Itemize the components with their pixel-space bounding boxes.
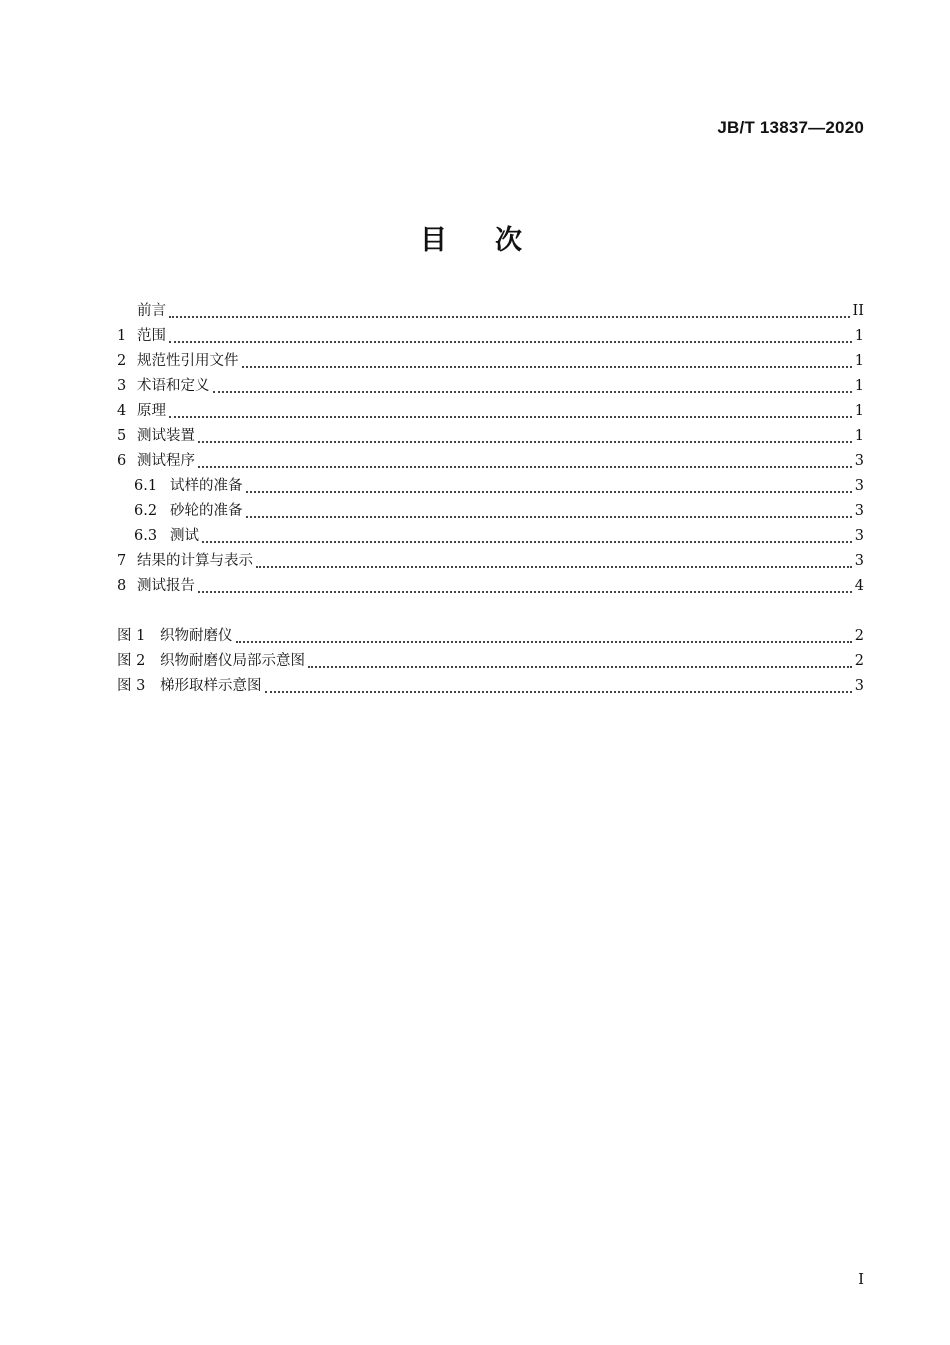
toc-entry[interactable] bbox=[117, 374, 864, 399]
page-title: 目次 bbox=[420, 225, 570, 256]
toc-entry-number: 2 bbox=[117, 353, 127, 369]
toc-page-number: 1 bbox=[854, 428, 864, 444]
toc-entry-title: 范围 bbox=[137, 328, 166, 344]
toc-entry[interactable] bbox=[117, 474, 864, 499]
dot-leader bbox=[265, 691, 852, 693]
figure-entry[interactable] bbox=[117, 649, 864, 674]
figure-title: 梯形取样示意图 bbox=[160, 678, 262, 694]
toc-page-number: 1 bbox=[854, 403, 864, 419]
figure-entry[interactable] bbox=[117, 624, 864, 649]
toc-entry[interactable] bbox=[117, 449, 864, 474]
toc-entry[interactable] bbox=[117, 399, 864, 424]
toc-entry[interactable] bbox=[117, 324, 864, 349]
toc-entry-title: 结果的计算与表示 bbox=[137, 553, 253, 569]
toc-page-number: 3 bbox=[854, 503, 864, 519]
toc-entry-number: 6 bbox=[117, 453, 127, 469]
table-of-contents bbox=[117, 299, 864, 699]
toc-entry[interactable] bbox=[117, 499, 864, 524]
dot-leader bbox=[198, 441, 852, 443]
toc-page-number: 1 bbox=[854, 378, 864, 394]
toc-page-number: 1 bbox=[854, 353, 864, 369]
section-gap bbox=[117, 599, 864, 624]
dot-leader bbox=[308, 666, 852, 668]
toc-page-number: 3 bbox=[854, 678, 864, 694]
toc-entry-title: 前言 bbox=[137, 303, 166, 319]
toc-entry-title: 术语和定义 bbox=[137, 378, 210, 394]
standard-code: JB/T 13837—2020 bbox=[717, 118, 864, 137]
figure-number: 图 2 bbox=[117, 653, 146, 669]
toc-entry[interactable] bbox=[117, 349, 864, 374]
toc-page-number: 3 bbox=[854, 553, 864, 569]
page-number: I bbox=[858, 1270, 864, 1288]
toc-entry-number: 6.3 bbox=[134, 528, 158, 544]
dot-leader bbox=[246, 516, 852, 518]
figure-number: 图 3 bbox=[117, 678, 146, 694]
toc-entry-title: 试样的准备 bbox=[170, 478, 243, 494]
dot-leader bbox=[256, 566, 852, 568]
dot-leader bbox=[169, 316, 850, 318]
toc-entry-number: 3 bbox=[117, 378, 127, 394]
toc-page-number: 2 bbox=[854, 628, 864, 644]
toc-page-number: 3 bbox=[854, 453, 864, 469]
toc-entry-title: 测试 bbox=[170, 528, 199, 544]
figure-title: 织物耐磨仪局部示意图 bbox=[160, 653, 305, 669]
dot-leader bbox=[242, 366, 852, 368]
toc-entry-title: 测试程序 bbox=[137, 453, 195, 469]
figure-entries bbox=[117, 624, 864, 699]
toc-page-number: 4 bbox=[854, 578, 864, 594]
toc-page-number: 3 bbox=[854, 528, 864, 544]
toc-entry[interactable] bbox=[117, 299, 864, 324]
dot-leader bbox=[246, 491, 852, 493]
toc-entry-number: 1 bbox=[117, 328, 127, 344]
dot-leader bbox=[213, 391, 852, 393]
toc-entry-title: 规范性引用文件 bbox=[137, 353, 239, 369]
toc-entry[interactable] bbox=[117, 524, 864, 549]
toc-entry-number: 8 bbox=[117, 578, 127, 594]
toc-page-number: 1 bbox=[854, 328, 864, 344]
dot-leader bbox=[169, 416, 852, 418]
toc-entry-title: 测试装置 bbox=[137, 428, 195, 444]
toc-entry[interactable] bbox=[117, 574, 864, 599]
toc-entry-title: 原理 bbox=[137, 403, 166, 419]
dot-leader bbox=[202, 541, 852, 543]
toc-entry-title: 测试报告 bbox=[137, 578, 195, 594]
toc-entry-number: 4 bbox=[117, 403, 127, 419]
dot-leader bbox=[198, 466, 852, 468]
figure-number: 图 1 bbox=[117, 628, 146, 644]
toc-entry-number: 5 bbox=[117, 428, 127, 444]
toc-entries bbox=[117, 299, 864, 599]
toc-entry-number: 7 bbox=[117, 553, 127, 569]
toc-entry-number: 6.2 bbox=[134, 503, 158, 519]
toc-page-number: II bbox=[852, 303, 864, 319]
toc-entry[interactable] bbox=[117, 424, 864, 449]
dot-leader bbox=[169, 341, 852, 343]
toc-page-number: 3 bbox=[854, 478, 864, 494]
dot-leader bbox=[236, 641, 852, 643]
toc-entry-title: 砂轮的准备 bbox=[170, 503, 243, 519]
toc-entry-number: 6.1 bbox=[134, 478, 158, 494]
figure-entry[interactable] bbox=[117, 674, 864, 699]
figure-title: 织物耐磨仪 bbox=[160, 628, 233, 644]
toc-entry[interactable] bbox=[117, 549, 864, 574]
dot-leader bbox=[198, 591, 852, 593]
toc-page-number: 2 bbox=[854, 653, 864, 669]
